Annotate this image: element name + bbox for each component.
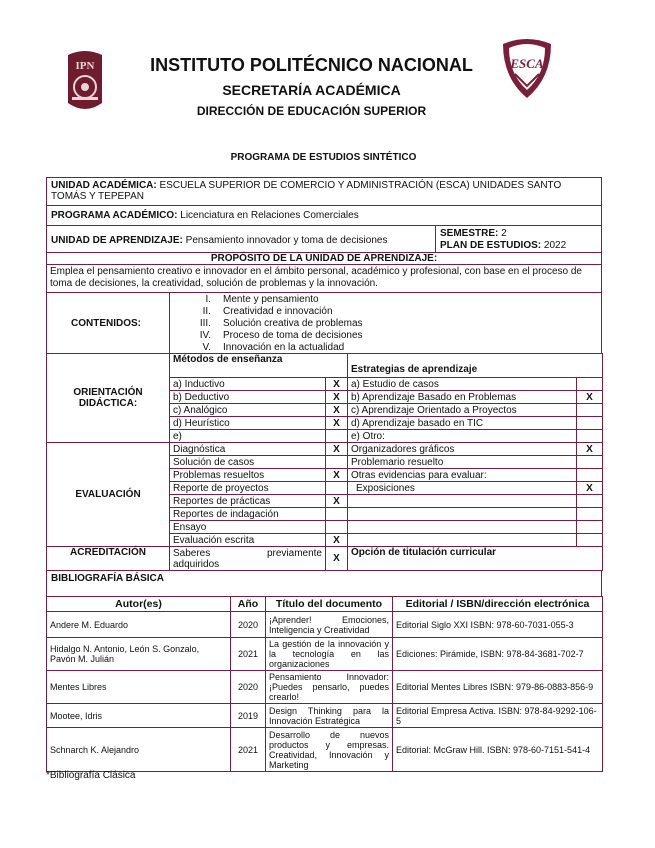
estrategia-item: a) Estudio de casos [348,378,577,391]
evidencia-item [348,508,577,521]
evidencia-check: X [577,443,603,456]
evidencia-item [348,534,577,547]
metodo-item: b) Deductivo [170,391,326,404]
contenido-item: III. Solución creativa de problemas [199,318,363,329]
contenidos-list [181,294,363,354]
programa-label: PROGRAMA ACADÉMICO: [51,210,178,221]
evidencia-check [577,521,603,534]
institution-title: INSTITUTO POLITÉCNICO NACIONAL [150,55,473,75]
program-type-title: PROGRAMA DE ESTUDIOS SINTÉTICO [230,152,417,163]
evidencia-check [577,469,603,482]
evaluacion-item: Diagnóstica [170,443,326,456]
evidencia-check [577,456,603,469]
evaluacion-item: Ensayo [170,521,326,534]
estrategia-check [577,404,603,417]
estrategia-item: b) Aprendizaje Basado en Problemas [348,391,577,404]
estrategia-check: X [577,391,603,404]
contenido-item: II. Creatividad e innovación [202,306,333,317]
metodo-check: X [326,378,348,391]
acreditacion-label: ACREDITACIÓN [47,547,170,571]
evidencia-item: Problemario resuelto [348,456,577,469]
saberes-check: X [326,547,348,571]
col-titulo: Título del documento [266,597,393,612]
biblio-autor: Hidalgo N. Antonio, León S. Gonzalo, Pavón M. Julián [47,638,231,671]
biblio-editorial: Editorial Siglo XXI ISBN: 978-60-7031-055-3 [393,612,603,638]
proposito-title-text: PROPÓSITO DE LA UNIDAD DE APRENDIZAJE: [210,253,438,264]
contenidos-label: CONTENIDOS: [71,318,141,329]
unidad-value: ESCUELA SUPERIOR DE COMERCIO Y ADMINISTRACIÓN (ESCA) UNIDADES SANTO TOMÁS Y TEPEPAN [51,180,562,202]
estrategia-item: d) Aprendizaje basado en TIC [348,417,577,430]
semestre-value: 2 [501,228,507,239]
biblio-autor: Mentes Libres [47,671,231,704]
biblio-titulo: Design Thinking para la Innovación Estratégica [266,704,393,728]
evaluacion-check [326,482,348,495]
evaluacion-check [326,508,348,521]
evidencia-item: Exposiciones [348,482,577,495]
ipn-logo-text: IPN [75,60,95,72]
biblio-anio: 2020 [231,612,266,638]
evaluacion-item: Problemas resueltos [170,469,326,482]
direction-title: DIRECCIÓN DE EDUCACIÓN SUPERIOR [196,104,427,118]
bibliografia-box [46,570,602,597]
evaluacion-check: X [326,534,348,547]
metodo-item: c) Analógico [170,404,326,417]
evaluacion-check: X [326,495,348,508]
evaluacion-item: Reportes de prácticas [170,495,326,508]
biblio-autor: Schnarch K. Alejandro [47,728,231,772]
esca-logo-text: ESCA [510,56,544,71]
biblio-titulo: Pensamiento Innovador: ¡Puedes pensarlo, puedes crearlo! [266,671,393,704]
evidencia-check [577,508,603,521]
footnote: *Bibliografía Clásica [46,770,136,781]
biblio-editorial: Ediciones: Pirámide, ISBN: 978-84-3681-702-7 [393,638,603,671]
opcion-titulacion: Opción de titulación curricular [348,547,603,571]
evidencia-check: X [577,482,603,495]
proposito-text-value: Emplea el pensamiento creativo e innovador en el ámbito personal, académico y profesional, con base en el proceso de toma de decisiones, la creatividad, solución de problemas y la innovación. [50,266,582,289]
evaluacion-item: Reportes de indagación [170,508,326,521]
aprendizaje-row [46,225,602,253]
biblio-editorial: Editorial Mentes Libres ISBN: 979-86-0883-856-9 [393,671,603,704]
aprendizaje-label: UNIDAD DE APRENDIZAJE: [51,235,183,246]
evidencia-item: Otras evidencias para evaluar: [348,469,577,482]
estrategia-item: c) Aprendizaje Orientado a Proyectos [348,404,577,417]
semestre-label: SEMESTRE: [440,228,499,239]
evaluacion-check: X [326,443,348,456]
metodo-item: d) Heurístico [170,417,326,430]
metodo-item: e) [170,430,326,443]
programa-value: Licenciatura en Relaciones Comerciales [180,210,359,221]
metodo-item: a) Inductivo [170,378,326,391]
orientacion-label: ORIENTACIÓN DIDÁCTICA: [47,354,170,443]
contenido-item: I. Mente y pensamiento [205,294,319,305]
evaluacion-check [326,456,348,469]
unidad-label: UNIDAD ACADÉMICA: [51,180,157,191]
biblio-autor: Andere M. Eduardo [47,612,231,638]
metodo-check: X [326,404,348,417]
biblio-anio: 2020 [231,671,266,704]
unidad-academica-row [46,177,602,206]
col-autor: Autor(es) [47,597,231,612]
biblio-anio: 2021 [231,728,266,772]
aprendizaje-value: Pensamiento innovador y toma de decisiones [185,235,388,246]
biblio-editorial: Editorial Empresa Activa. ISBN: 978-84-9292-106-5 [393,704,603,728]
bibliografia-table [46,596,603,772]
secretariat-title: SECRETARÍA ACADÉMICA [222,82,401,98]
col-anio: Año [231,597,266,612]
evidencia-check [577,495,603,508]
evaluacion-check [326,521,348,534]
evaluacion-item: Reporte de proyectos [170,482,326,495]
evaluacion-label: EVALUACIÓN [47,443,170,547]
plan-label: PLAN DE ESTUDIOS: [440,240,542,251]
col-editorial: Editorial / ISBN/dirección electrónica [393,597,603,612]
metodo-check: X [326,417,348,430]
metodo-check [326,430,348,443]
biblio-anio: 2019 [231,704,266,728]
estrategia-check [577,417,603,430]
evaluacion-item: Solución de casos [170,456,326,469]
estrategia-check [577,430,603,443]
evidencia-item: Organizadores gráficos [348,443,577,456]
bibliografia-title: BIBLIOGRAFÍA BÁSICA [51,573,164,584]
biblio-autor: Mootee, Idris [47,704,231,728]
contenidos-section [46,292,602,354]
estrategia-item: e) Otro: [348,430,577,443]
evaluacion-check: X [326,469,348,482]
biblio-editorial: Editorial: McGraw Hill. ISBN: 978-60-7151-541-4 [393,728,603,772]
proposito-text [46,264,602,293]
contenido-item: V. Innovación en la actualidad [202,342,345,353]
biblio-titulo: La gestión de la innovación y la tecnología en las organizaciones [266,638,393,671]
didactica-table [46,353,603,571]
evidencia-item [348,521,577,534]
evidencia-item [348,495,577,508]
metodos-title: Métodos de enseñanza [170,354,348,378]
metodo-check: X [326,391,348,404]
contenido-item: IV. Proceso de toma de decisiones [199,330,363,341]
biblio-titulo: Desarrollo de nuevos productos y empresas. Creatividad, Innovación y Marketing [266,728,393,772]
estrategia-check [577,378,603,391]
biblio-anio: 2021 [231,638,266,671]
evaluacion-item: Evaluación escrita [170,534,326,547]
saberes-cell: Saberes previamente adquiridos [170,547,326,571]
estrategias-title: Estrategias de aprendizaje [348,354,603,378]
biblio-titulo: ¡Aprender! Emociones, Inteligencia y Creatividad [266,612,393,638]
plan-value: 2022 [543,240,567,251]
evidencia-check [577,534,603,547]
programa-row [46,205,602,226]
